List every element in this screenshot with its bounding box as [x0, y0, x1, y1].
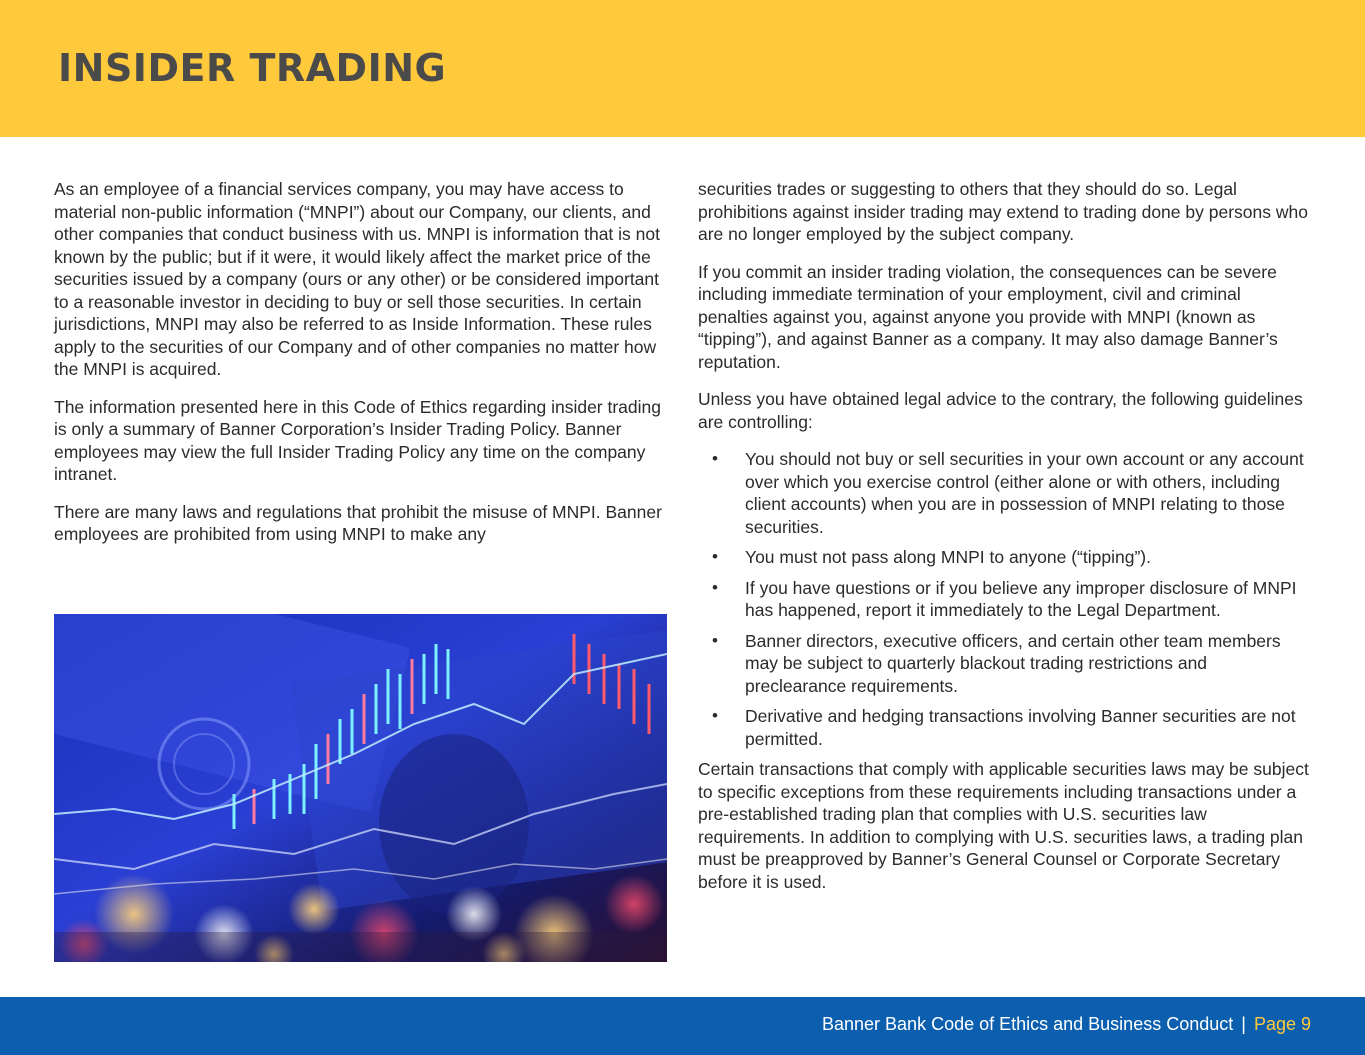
- footer-doc-title: Banner Bank Code of Ethics and Business Conduct: [822, 1014, 1234, 1034]
- paragraph-policy-summary: The information presented here in this Code of Ethics regarding insider trading is only a summary of Banner Corporation’s Insider Trading Policy. Banner employees may view the full Insider Trading Policy any time on the company intranet.: [54, 396, 662, 484]
- paragraph-legal-prohibitions: securities trades or suggesting to others that they should do so. Legal prohibitions against insider trading may extend to trading done by persons who are no longer employed by the subject company.: [698, 179, 1308, 244]
- paragraph-guidelines-intro: Unless you have obtained legal advice to the contrary, the following guidelines are controlling:: [698, 389, 1303, 432]
- list-item-text: Derivative and hedging transactions involving Banner securities are not permitted.: [745, 706, 1296, 749]
- page-title: INSIDER TRADING: [58, 46, 447, 90]
- bullet-icon: •: [712, 547, 718, 566]
- bullet-icon: •: [712, 577, 718, 597]
- paragraph-mnpi-definition: As an employee of a financial services company, you may have access to material non-public information (“MNPI”) about our Company, our clients, and other companies that conduct business with us. MNPI is information that is not known by the public; but if it were, it would likely affect the market price of the securities issued by a company (ours or any other) or be considered important to a reasonable investor in deciding to buy or sell those securities. In certain jurisdictions, MNPI may also be referred to as Inside Information. These rules apply to the securities of our Company and of other companies no matter how the MNPI is acquired.: [54, 179, 660, 379]
- list-item: [698, 630, 1310, 698]
- list-item: [698, 546, 1310, 569]
- list-item: [698, 448, 1310, 538]
- currency-chart-photo: [54, 614, 667, 962]
- paragraph-laws-intro: There are many laws and regulations that prohibit the misuse of MNPI. Banner employees are prohibited from using MNPI to make any: [54, 501, 662, 544]
- photo-illustration: [54, 614, 667, 962]
- list-item-text: You must not pass along MNPI to anyone (“tipping”).: [745, 547, 1151, 567]
- list-item-text: If you have questions or if you believe any improper disclosure of MNPI has happened, report it immediately to the Legal Department.: [745, 577, 1297, 620]
- list-item: [698, 705, 1310, 750]
- left-column: [54, 178, 670, 561]
- list-item-text: You should not buy or sell securities in your own account or any account over which you exercise control (either alone or with others, including client accounts) when you are in possession of MNPI relating to those securities.: [745, 449, 1304, 537]
- page-number: Page 9: [1253, 1014, 1311, 1034]
- footer-separator: |: [1241, 1014, 1246, 1034]
- footer-caption: [822, 1014, 1311, 1035]
- bullet-icon: •: [712, 706, 718, 725]
- paragraph-consequences: If you commit an insider trading violation, the consequences can be severe including immediate termination of your employment, civil and criminal penalties against you, against anyone you provide with MNPI (known as “tipping”), and against Banner as a company. It may also damage Banner’s reputation.: [698, 261, 1278, 372]
- bullet-icon: •: [712, 630, 718, 650]
- list-item: [698, 577, 1310, 622]
- bullet-icon: •: [712, 449, 718, 468]
- right-column: [698, 178, 1310, 908]
- list-item-text: Banner directors, executive officers, and certain other team members may be subject to quarterly blackout trading restrictions and preclearance requirements.: [745, 630, 1281, 696]
- guidelines-list: [698, 448, 1310, 750]
- paragraph-exceptions: Certain transactions that comply with applicable securities laws may be subject to specific exceptions from these requirements including transactions under a pre-established trading plan that complies with U.S. securities law requirements. In addition to complying with U.S. securities laws, a trading plan must be preapproved by Banner’s General Counsel or Corporate Secretary before it is used.: [698, 759, 1309, 892]
